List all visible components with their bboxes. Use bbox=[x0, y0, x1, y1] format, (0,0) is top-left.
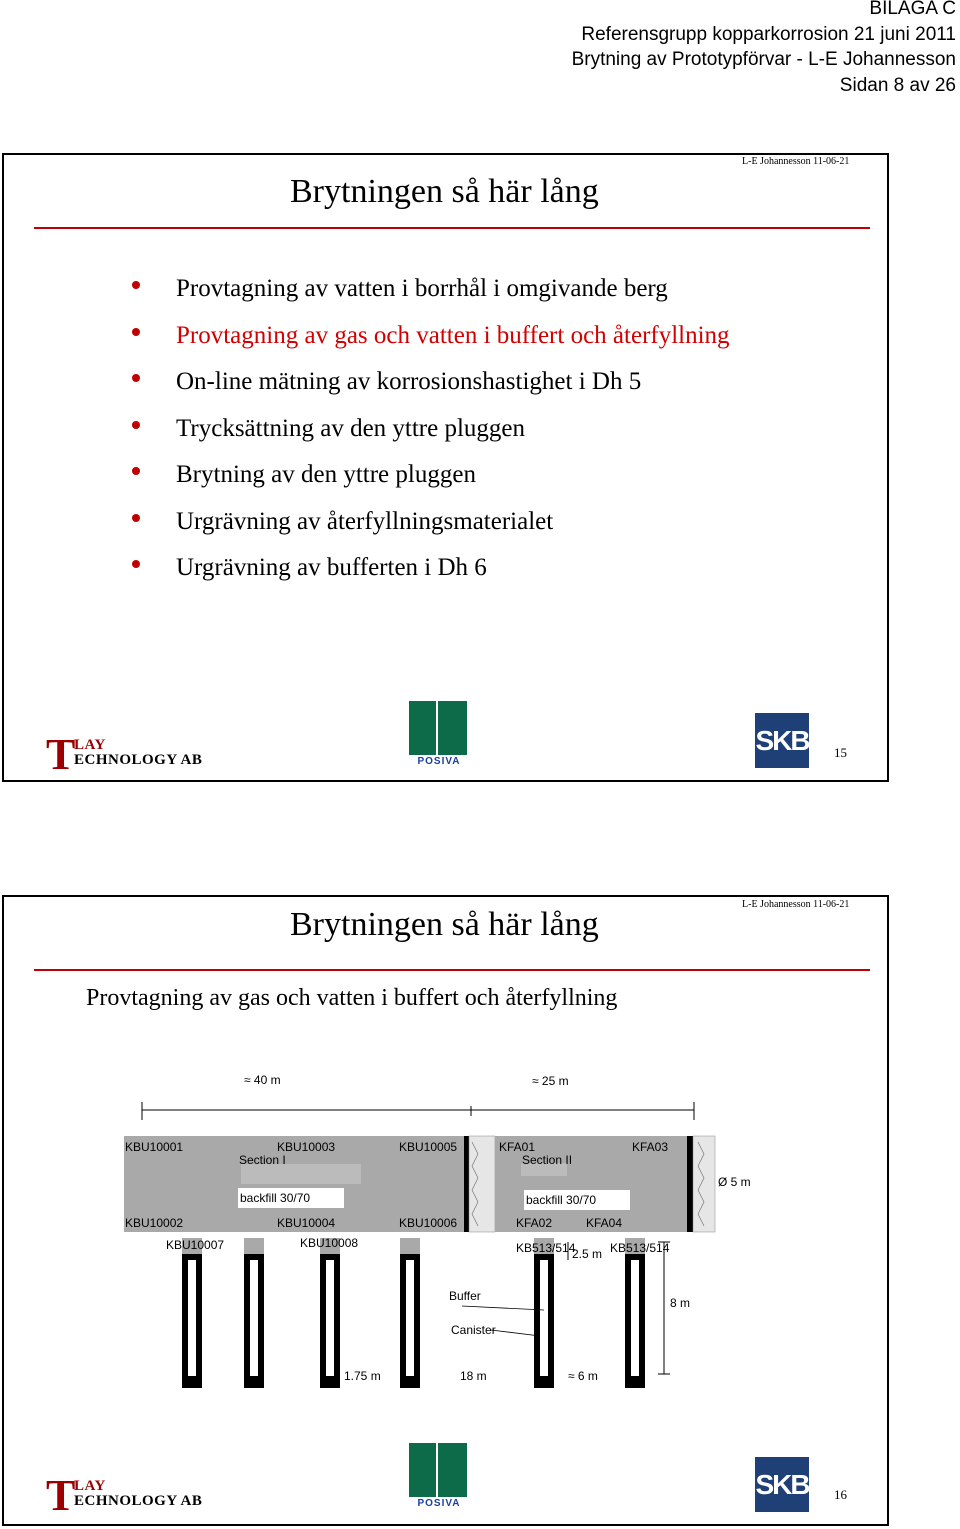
inner-plug-concrete bbox=[469, 1136, 495, 1232]
dimension-6m: ≈ 6 m bbox=[568, 1369, 598, 1383]
clay-technology-t-glyph: T bbox=[46, 730, 76, 779]
bullet-item-highlighted bbox=[124, 321, 730, 368]
section-1-label-box bbox=[241, 1164, 361, 1184]
clay-technology-line1: LAY bbox=[74, 737, 106, 753]
slide-author-date: L-E Johannesson 11-06-21 bbox=[742, 899, 850, 910]
sensor-label: KFA02 bbox=[516, 1216, 553, 1230]
bullet-text: Brytning av den yttre pluggen bbox=[176, 461, 476, 488]
bullet-text: Trycksättning av den yttre pluggen bbox=[176, 414, 526, 442]
skb-logo bbox=[755, 713, 809, 768]
slide-author-date: L-E Johannesson 11-06-21 bbox=[742, 156, 850, 167]
bullet-item bbox=[124, 553, 730, 600]
deposition-hole bbox=[182, 1238, 202, 1388]
title-rule bbox=[34, 227, 870, 229]
slide-15 bbox=[2, 153, 889, 782]
bullet-dot-icon bbox=[132, 281, 140, 289]
bullet-dot-icon bbox=[132, 560, 140, 568]
deposition-hole bbox=[320, 1238, 340, 1388]
slide-title: Brytningen så här lång bbox=[290, 173, 599, 210]
sensor-label: KBU10002 bbox=[125, 1216, 184, 1230]
sensor-label: KBU10006 bbox=[399, 1216, 458, 1230]
dimension-8m: 8 m bbox=[670, 1296, 691, 1310]
slide-page-number: 16 bbox=[834, 1487, 847, 1502]
dimension-1-75m: 1.75 m bbox=[344, 1369, 381, 1383]
clay-technology-t-glyph: T bbox=[46, 1471, 76, 1520]
repository-layout-diagram bbox=[116, 1062, 751, 1397]
bullet-item bbox=[124, 274, 730, 321]
bullet-text: Urgrävning av bufferten i Dh 6 bbox=[176, 554, 487, 581]
backfill-1-label: backfill 30/70 bbox=[240, 1191, 311, 1205]
inner-plug bbox=[464, 1136, 469, 1232]
sensor-label: KFA01 bbox=[499, 1140, 536, 1154]
posiva-wordmark: POSIVA bbox=[417, 1498, 461, 1509]
clay-technology-logo bbox=[44, 1471, 204, 1520]
bullet-dot-icon bbox=[132, 374, 140, 382]
skb-logo bbox=[755, 1457, 809, 1512]
dimension-18m: 18 m bbox=[460, 1369, 487, 1383]
skb-wordmark: SKB bbox=[755, 1469, 809, 1500]
bullet-text: Provtagning av gas och vatten i buffert och återfyllning bbox=[176, 321, 730, 349]
bullet-dot-icon bbox=[132, 421, 140, 429]
title-rule bbox=[34, 969, 870, 971]
hole-label: KBU10007 bbox=[166, 1238, 225, 1252]
header-subject: Brytning av Prototypförvar - L-E Johannesson bbox=[571, 49, 956, 70]
dimension-40m: ≈ 40 m bbox=[244, 1073, 281, 1087]
posiva-wordmark: POSIVA bbox=[417, 756, 461, 767]
annex-label: BILAGA C bbox=[869, 0, 956, 19]
header-page-number: Sidan 8 av 26 bbox=[839, 75, 956, 96]
section-1-label: Section I bbox=[239, 1153, 286, 1167]
outer-plug bbox=[687, 1136, 693, 1232]
bullet-item bbox=[124, 414, 730, 461]
bullet-dot-icon bbox=[132, 514, 140, 522]
bullet-text: Provtagning av vatten i borrhål i omgivande berg bbox=[176, 275, 668, 302]
sensor-label: KFA03 bbox=[632, 1140, 669, 1154]
bullet-item bbox=[124, 460, 730, 507]
sensor-label: KBU10003 bbox=[277, 1140, 336, 1154]
posiva-logo bbox=[408, 701, 470, 769]
dimension-25m: ≈ 25 m bbox=[532, 1074, 569, 1088]
slide-title: Brytningen så här lång bbox=[290, 906, 599, 943]
dimension-2-5m: 2.5 m bbox=[572, 1247, 603, 1261]
outer-plug-concrete bbox=[693, 1136, 715, 1232]
buffer-label: Buffer bbox=[449, 1289, 481, 1303]
clay-technology-logo bbox=[44, 730, 204, 779]
bullet-dot-icon bbox=[132, 328, 140, 336]
posiva-logo bbox=[408, 1443, 470, 1511]
diameter-label: Ø 5 m bbox=[718, 1175, 751, 1189]
hole-label: KBU10008 bbox=[300, 1236, 359, 1250]
slide-page-number: 15 bbox=[834, 745, 847, 760]
deposition-hole bbox=[244, 1238, 264, 1388]
deposition-hole bbox=[534, 1238, 554, 1388]
slide-subtitle: Provtagning av gas och vatten i buffert och återfyllning bbox=[86, 985, 618, 1011]
hole-label: KB513/514 bbox=[516, 1241, 576, 1255]
section-2-label: Section II bbox=[522, 1153, 573, 1167]
header-meeting: Referensgrupp kopparkorrosion 21 juni 2011 bbox=[581, 24, 956, 45]
deposition-hole bbox=[625, 1238, 645, 1388]
clay-technology-line1: LAY bbox=[74, 1478, 106, 1494]
canister-label: Canister bbox=[451, 1323, 496, 1337]
skb-wordmark: SKB bbox=[755, 725, 809, 756]
bullet-dot-icon bbox=[132, 467, 140, 475]
sensor-label: KBU10004 bbox=[277, 1216, 336, 1230]
clay-technology-line2: ECHNOLOGY AB bbox=[74, 1493, 203, 1509]
bullet-item bbox=[124, 367, 730, 414]
backfill-2-label: backfill 30/70 bbox=[526, 1193, 597, 1207]
deposition-hole bbox=[400, 1238, 420, 1388]
bullet-item bbox=[124, 507, 730, 554]
sensor-label: KBU10001 bbox=[125, 1140, 184, 1154]
bullet-text: On-line mätning av korrosionshastighet i Dh 5 bbox=[176, 368, 642, 395]
clay-technology-line2: ECHNOLOGY AB bbox=[74, 752, 203, 768]
sensor-label: KBU10005 bbox=[399, 1140, 458, 1154]
hole-label: KB513/514 bbox=[610, 1241, 670, 1255]
bullet-list bbox=[124, 274, 730, 600]
slide-16 bbox=[2, 895, 889, 1526]
bullet-text: Urgrävning av återfyllningsmaterialet bbox=[176, 507, 554, 535]
sensor-label: KFA04 bbox=[586, 1216, 623, 1230]
